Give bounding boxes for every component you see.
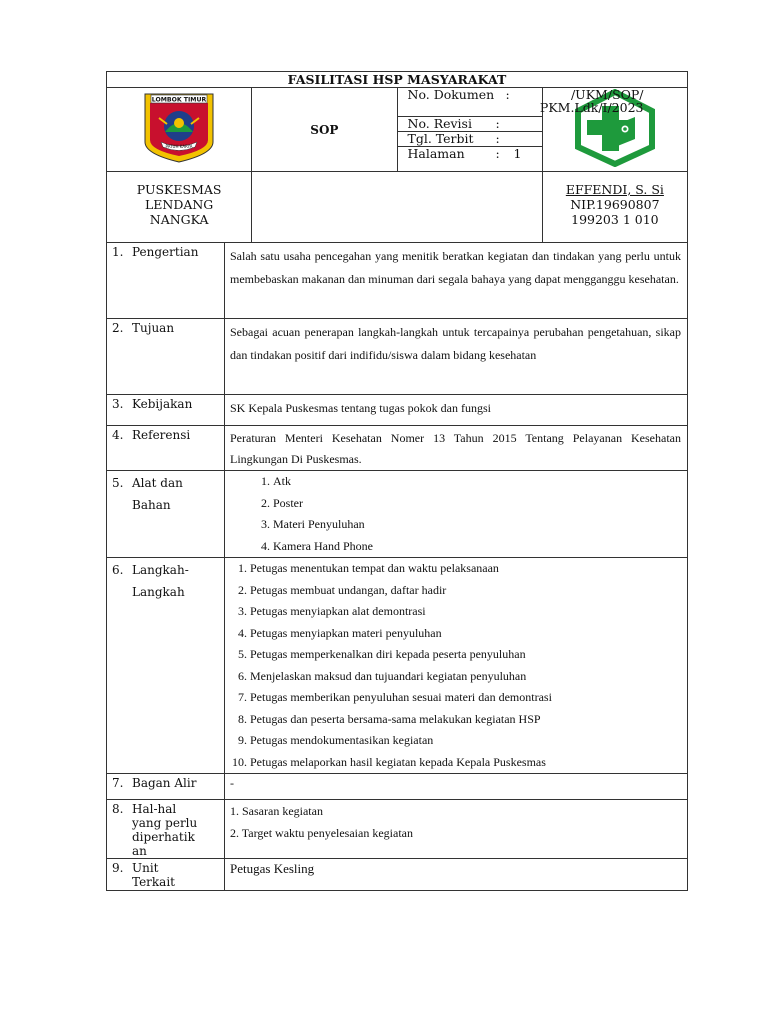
halhal-label-3: diperhatik — [132, 830, 195, 844]
row-kebijakan — [107, 395, 688, 426]
signer-block — [542, 172, 687, 243]
list-item: 3. Petugas menyiapkan alat demontrasi — [238, 604, 426, 618]
emblem-motto-text: PATUH KARYA — [165, 143, 193, 149]
kebijakan-label: Kebijakan — [132, 397, 193, 411]
pengertian-num: 1. — [112, 245, 124, 259]
list-item: 10. Petugas melaporkan hasil kegiatan kepada Kepala Puskesmas — [232, 754, 546, 769]
halhal-item-1: 1. Sasaran kegiatan — [230, 804, 323, 818]
puskesmas-line-3: NANGKA — [149, 212, 209, 227]
meta-tgl-terbit — [398, 132, 542, 147]
document-title: FASILITASI HSP MASYARAKAT — [107, 72, 688, 88]
sop-document — [106, 71, 688, 891]
document-meta — [397, 87, 644, 172]
row-referensi — [107, 426, 688, 471]
sop-header-table — [106, 71, 688, 243]
bagan-num: 7. — [112, 776, 124, 790]
langkah-label-1: Langkah- — [132, 563, 189, 577]
no-revisi-label: No. Revisi — [407, 116, 472, 131]
row-pengertian — [107, 243, 688, 319]
kebijakan-text: SK Kepala Puskesmas tentang tugas pokok dan fungsi — [230, 401, 491, 415]
sop-label: SOP — [252, 88, 397, 172]
list-item: 4. Petugas menyiapkan materi penyuluhan — [238, 625, 442, 640]
lombok-timur-emblem-icon — [141, 90, 217, 166]
list-item: 2. Poster — [261, 495, 303, 510]
referensi-num: 4. — [112, 428, 124, 442]
unit-label-2: Terkait — [132, 875, 175, 889]
halhal-label-4: an — [132, 844, 147, 858]
unit-label-1: Unit — [132, 861, 159, 875]
referensi-label: Referensi — [132, 428, 191, 442]
langkah-list — [225, 558, 681, 773]
halhal-item-2: 2. Target waktu penyelesaian kegiatan — [230, 826, 413, 840]
alat-label-2: Bahan — [132, 497, 171, 512]
pengertian-label: Pengertian — [132, 245, 199, 259]
list-item: 5. Petugas memperkenalkan diri kepada peserta penyuluhan — [238, 647, 526, 661]
header-blank — [252, 172, 543, 243]
pengertian-text: Salah satu usaha pencegahan yang menitik beratkan kegiatan dan tindakan yang perlu untuk membebaskan makanan dan minuman dari segala bahaya yang dapat mengganggu kesehatan. — [230, 249, 681, 286]
row-bagan-alir — [107, 774, 688, 800]
list-item: 7. Petugas memberikan penyuluhan sesuai materi dan demontrasi — [238, 690, 552, 704]
row-hal-hal — [107, 800, 688, 859]
tgl-terbit-label: Tgl. Terbit — [407, 131, 474, 146]
meta-halaman — [398, 147, 542, 161]
langkah-label-2: Langkah — [132, 584, 185, 599]
halaman-colon: : — [495, 146, 500, 161]
langkah-num: 6. — [112, 563, 124, 577]
list-item: 3. Materi Penyuluhan — [261, 517, 365, 531]
puskesmas-line-2: LENDANG — [144, 197, 214, 212]
meta-no-dokumen — [398, 87, 644, 117]
list-item: 1. Atk — [261, 474, 291, 488]
alat-label-1: Alat dan — [132, 476, 183, 490]
halaman-label: Halaman — [407, 146, 465, 161]
alat-list — [230, 471, 681, 557]
alat-num: 5. — [112, 476, 124, 490]
signer-nip-1: NIP.19690807 — [570, 197, 660, 212]
list-item: 8. Petugas dan peserta bersama-sama melakukan kegiatan HSP — [238, 711, 541, 726]
signer-nip-2: 199203 1 010 — [571, 212, 659, 227]
row-unit-terkait — [107, 859, 688, 891]
halhal-label-1: Hal-hal — [132, 802, 177, 816]
tujuan-text: Sebagai acuan penerapan langkah-langkah untuk tercapainya perubahan pengetahuan, sikap dan tindakan positif dari indifidu/siswa dalam bidang kesehatan — [230, 325, 681, 362]
puskesmas-line-1: PUSKESMAS — [136, 182, 222, 197]
sop-body-table — [106, 242, 688, 891]
no-dokumen-label: No. Dokumen — [407, 87, 495, 102]
no-dokumen-colon: : — [505, 87, 510, 102]
list-item: 4. Kamera Hand Phone — [261, 538, 373, 553]
row-langkah — [107, 558, 688, 774]
tujuan-num: 2. — [112, 321, 124, 335]
kebijakan-num: 3. — [112, 397, 124, 411]
tgl-terbit-colon: : — [495, 131, 500, 146]
unit-text: Petugas Kesling — [225, 859, 688, 891]
regency-emblem — [107, 88, 252, 172]
bagan-text: - — [225, 774, 688, 800]
meta-no-revisi — [398, 117, 542, 132]
row-alat-bahan — [107, 471, 688, 558]
row-tujuan — [107, 319, 688, 395]
halaman-value: 1 — [513, 146, 522, 161]
puskesmas-name — [107, 172, 252, 243]
halhal-label-2: yang perlu — [132, 816, 198, 830]
no-revisi-colon: : — [495, 116, 500, 131]
unit-num: 9. — [112, 861, 124, 875]
signer-name: EFFENDI, S. Si — [565, 182, 664, 197]
tujuan-label: Tujuan — [132, 321, 175, 335]
list-item: 2. Petugas membuat undangan, daftar hadir — [238, 582, 447, 597]
list-item: 6. Menjelaskan maksud dan tujuandari kegiatan penyuluhan — [238, 668, 527, 683]
bagan-label: Bagan Alir — [132, 776, 197, 790]
halhal-num: 8. — [112, 802, 124, 816]
list-item: 1. Petugas menentukan tempat dan waktu pelaksanaan — [238, 561, 499, 575]
no-dokumen-value: /UKM/SOP/ PKM.Ldk/I/2023 — [539, 87, 644, 115]
emblem-top-text: LOMBOK TIMUR — [151, 96, 207, 104]
referensi-text: Peraturan Menteri Kesehatan Nomer 13 Tahun 2015 Tentang Pelayanan Kesehatan Lingkungan Di Puskesmas. — [230, 431, 681, 466]
list-item: 9. Petugas mendokumentasikan kegiatan — [238, 733, 434, 747]
